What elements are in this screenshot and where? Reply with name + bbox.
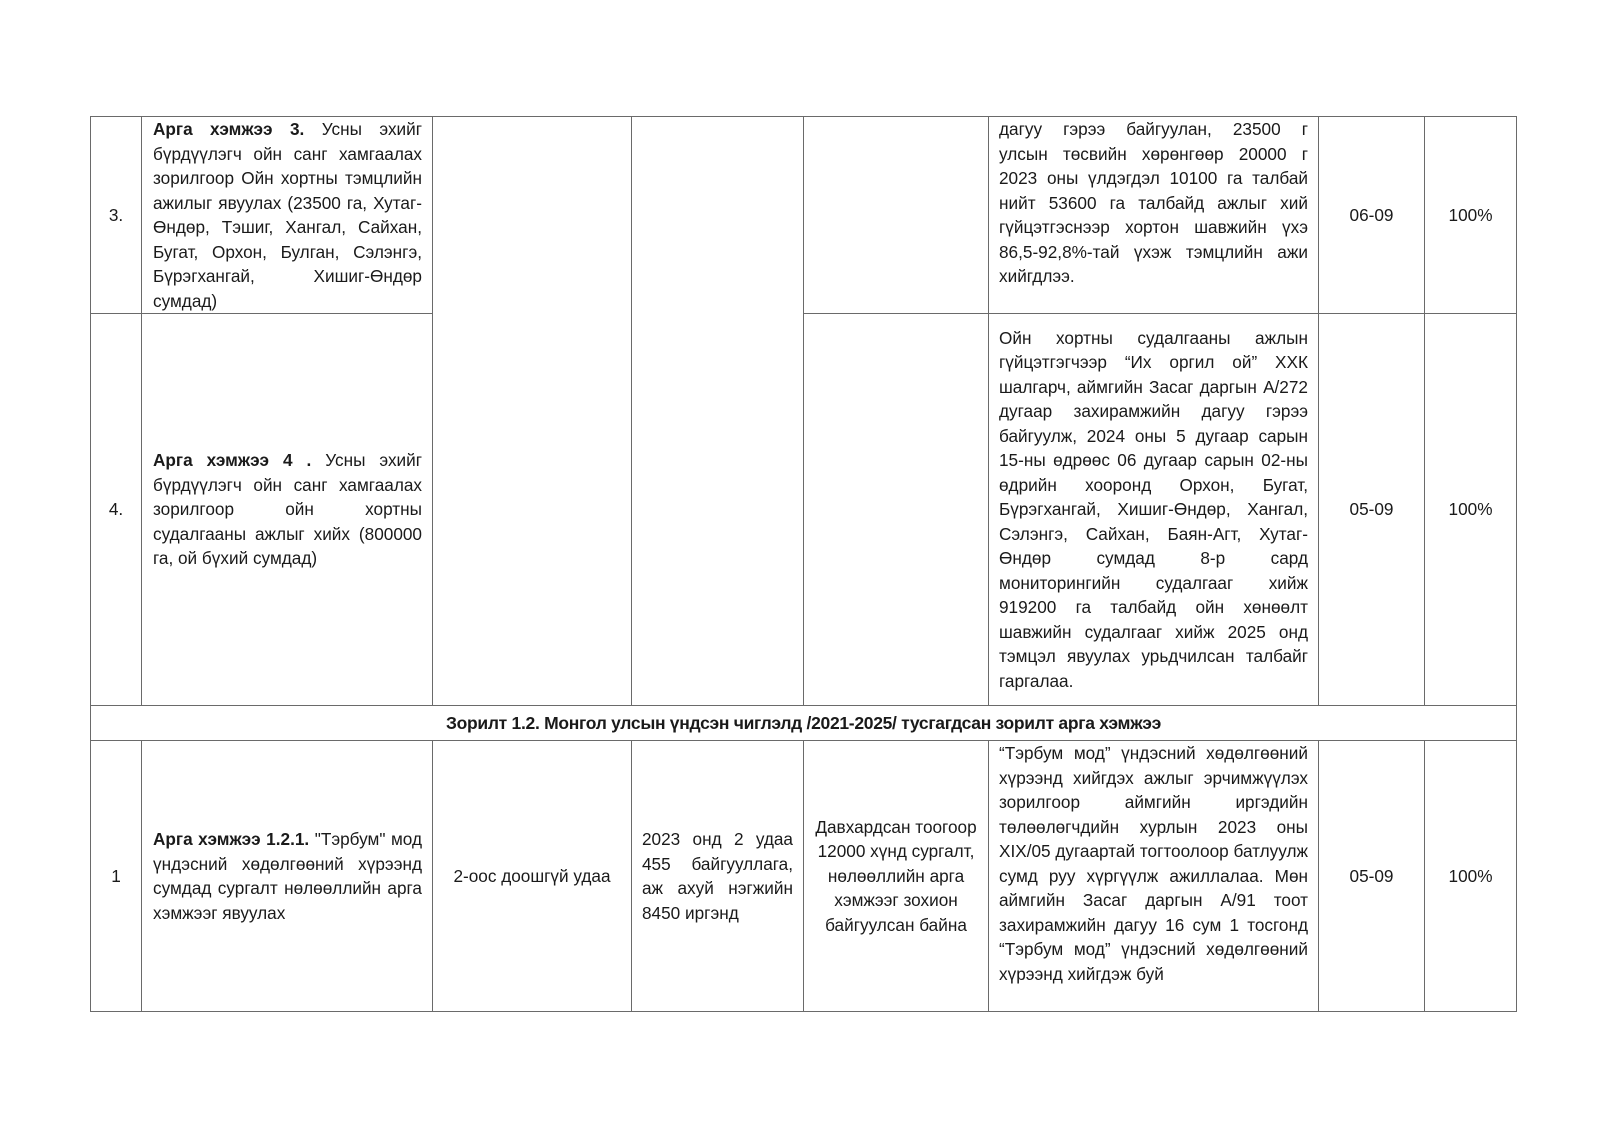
percent-cell: 100%: [1425, 741, 1517, 1012]
activity-description: "Тэрбум" мод үндэсний хөдөлгөөний хүрээнд сумдад сургалт нөлөөллийн арга хэмжээг явуулах: [153, 829, 423, 923]
indicator-cell: Давхардсан тоогоор 12000 хүнд сургалт, нөлөөллийн арга хэмжээг зохион байгуулсан байна: [804, 741, 989, 1012]
result-text: Ойн хортны судалгааны ажлын гүйцэтгэгчээр “Их оргил ой” ХХК шалгарч, аймгийн Засаг даргын А/272 дугаар захирамжийн дагуу гэрээ байгуулж, 2024 оны 5 дугаар сарын 15-ны өдрөөс 06 дугаар сарын 02-ны өдрийн хооронд Орхон, Бугат, Бүрэгхангай, Хишиг-Өндөр, Хангал, Сэлэнгэ, Сайхан, Баян-Агт, Хутаг-Өндөр сумдад 8-р сард мониторингийн судалгааг хийж 919200 га талбайд ойн хөнөөлт шавжийн судалгааг хийж 2025 онд тэмцэл явуулах урьдчилсан талбайг гаргалаа.: [999, 327, 1308, 691]
result-line: нийт 53600 га талбайд ажлыг хий: [999, 192, 1308, 213]
result-text: [989, 117, 1318, 311]
activity-description: Усны эхийг бүрдүүлэгч ойн санг хамгаалах зорилгоор ойн хортны судалгааны ажлыг хийх (800000 га, ой бүхий сумдад): [153, 450, 423, 569]
table-row: [91, 314, 1517, 706]
timeline-cell: 05-09: [1319, 741, 1425, 1012]
result-line: дагуу гэрээ байгуулан, 23500 г: [999, 119, 1308, 139]
result-cell: [989, 741, 1319, 1012]
activity-title: Арга хэмжээ 3.: [153, 119, 305, 139]
indicator-cell: [804, 117, 989, 314]
section-title: Зорилт 1.2. Монгол улсын үндсэн чиглэлд /2021-2025/ тусгагдсан зорилт арга хэмжээ: [91, 706, 1517, 741]
section-header-row: [91, 706, 1517, 741]
indicator-cell: [804, 314, 989, 706]
row-number: 1: [91, 741, 142, 1012]
activity-title: Арга хэмжээ 1.2.1.: [153, 829, 310, 849]
result-cell: [989, 117, 1319, 314]
result-line: гүйцэтгэснээр хортон шавжийн үхэ: [999, 217, 1308, 237]
activity-cell: [142, 314, 433, 706]
result-line: хийгдлээ.: [999, 266, 1075, 286]
result-line: 86,5-92,8%-тай үхэж тэмцлийн ажи: [999, 241, 1308, 262]
result-line: улсын төсвийн хөрөнгөөр 20000 г: [999, 143, 1308, 164]
result-text: “Тэрбум мод” үндэсний хөдөлгөөний хүрээнд хийгдэх ажлыг эрчимжүүлэх зорилгоор аймгийн иргэдийн төлөөлөгчдийн хурлын 2023 оны XIX/05 дугаартай тогтоолоор батлуулж сумд руу хүргүүлж ажиллалаа. Мөн аймгийн Засаг даргын А/91 тоот захирамжийн дагуу 16 сум 1 тосгонд “Тэрбум мод” үндэсний хөдөлгөөний хүрээнд хийгдэж буй: [999, 743, 1308, 984]
timeline-cell: 06-09: [1319, 117, 1425, 314]
target-cell: 2-оос доошгүй удаа: [433, 741, 632, 1012]
percent-cell: 100%: [1425, 117, 1517, 314]
result-line: 2023 оны үлдэгдэл 10100 га талбай: [999, 168, 1308, 188]
table-row: [91, 117, 1517, 314]
result-cell: [989, 314, 1319, 706]
activity-cell: [142, 117, 433, 314]
activity-title: Арга хэмжээ 4 .: [153, 450, 312, 471]
row-number: 3.: [91, 117, 142, 314]
row-number: 4.: [91, 314, 142, 706]
activity-description: Усны эхийг бүрдүүлэгч ойн санг хамгаалах зорилгоор Ойн хортны тэмцлийн ажилыг явуулах (23500 га, Хутаг-Өндөр, Тэшиг, Хангал, Сайхан, Бугат, Орхон, Булган, Сэлэнгэ, Бүрэгхангай, Хишиг-Өндөр сумдад): [153, 119, 423, 311]
percent-cell: 100%: [1425, 314, 1517, 706]
table-row: [91, 741, 1517, 1012]
plan-cell: [632, 117, 804, 706]
plan-cell: 2023 онд 2 удаа 455 байгууллага, аж ахуй нэгжийн 8450 иргэнд: [632, 741, 804, 1012]
timeline-cell: 05-09: [1319, 314, 1425, 706]
activity-report-table: [90, 116, 1517, 1012]
target-cell: [433, 117, 632, 706]
activity-cell: [142, 741, 433, 1012]
